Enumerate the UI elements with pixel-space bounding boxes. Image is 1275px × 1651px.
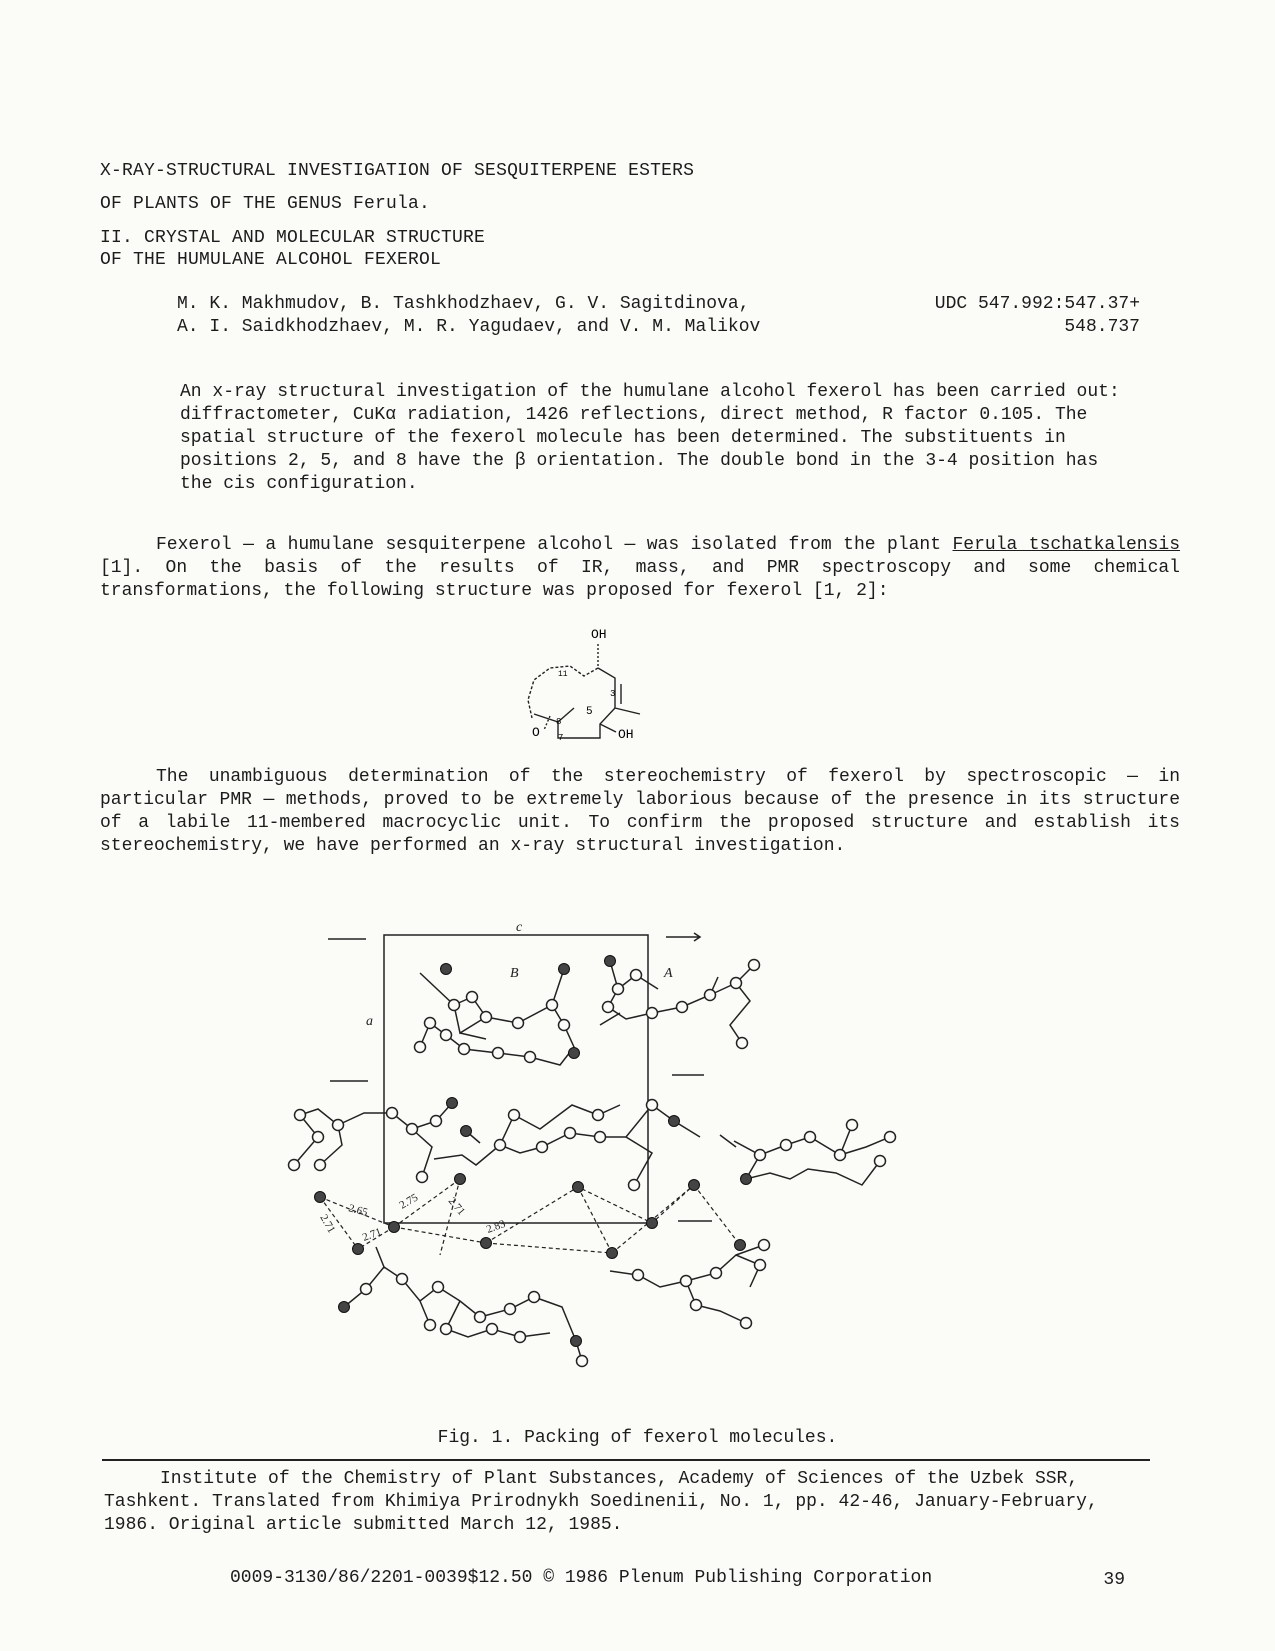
molecule-a-label: A [664,966,673,981]
article-subtitle-line-1: II. CRYSTAL AND MOLECULAR STRUCTURE [100,228,486,248]
molecule-b-label: B [510,966,519,981]
label-n11: 11 [558,670,568,679]
label-oh-top: OH [591,627,607,642]
copyright-line: 0009-3130/86/2201-0039$12.50 © 1986 Plenum Publishing Corporation [230,1568,933,1588]
intro-text-before: Fexerol — a humulane sesquiterpene alcohol — was isolated from the plant [156,535,953,555]
label-oh-right: OH [618,727,634,742]
label-n8: 8 [556,717,562,727]
figure-caption: Fig. 1. Packing of fexerol molecules. [437,1428,838,1448]
label-n5: 5 [586,706,593,718]
distance-label: 2.71 [445,1195,468,1218]
author-line-2: A. I. Saidkhodzhaev, M. R. Yagudaev, and V. M. Malikov [177,317,761,337]
distance-label: 2.75 [397,1191,421,1212]
page-number: 39 [1103,1570,1125,1590]
label-n7: 7 [558,733,564,743]
axis-a-label: a [366,1014,373,1029]
distance-label: 2.65 [347,1202,369,1219]
packing-figure [280,915,920,1420]
author-line-1: M. K. Makhmudov, B. Tashkhodzhaev, G. V. Sagitdinova, [177,294,750,314]
udc-line-2: 548.737 [1064,317,1140,337]
label-o-left: O [532,725,540,740]
distance-label: 2.71 [317,1212,338,1236]
axis-c-label: c [516,920,523,935]
abstract: An x-ray structural investigation of the humulane alcohol fexerol has been carried out: diffractometer, CuKα radiation, 1426 reflections, direct method, R factor 0.105. The spatial structure of the fexerol molecule has been determined. The substituents in positions 2, 5, and 8 have the β orientation. The double bond in the 3-4 position has the cis configuration. [180,382,1120,494]
intro-text-after: [1]. On the basis of the results of IR, mass, and PMR spectroscopy and some chemical transformations, the following structure was proposed for fexerol [1, 2]: [100,558,1180,601]
label-n3: 3 [610,689,616,699]
author-list [177,293,760,339]
body-paragraph-2: The unambiguous determination of the stereochemistry of fexerol by spectroscopic — in particular PMR — methods, proved to be extremely laborious because of the presence in its structure of a labile 11-membered macrocyclic unit. To confirm the proposed structure and establish its stereochemistry, we have performed an x-ray structural investigation. [100,767,1180,856]
footnote: Institute of the Chemistry of Plant Substances, Academy of Sciences of the Uzbek SSR, Tashkent. Translated from Khimiya Prirodnykh Soedinenii, No. 1, pp. 42-46, January-February, 1986. Original article submitted March 12, 1985. [104,1469,1098,1535]
article-subtitle-line-2: OF THE HUMULANE ALCOHOL FEXEROL [100,250,442,270]
article-title-line-2: OF PLANTS OF THE GENUS Ferula. [100,194,431,214]
distance-label: 2.83 [484,1217,508,1236]
fexerol-structure-diagram [520,618,660,748]
footnote-divider [102,1459,1150,1461]
intro-paragraph [100,534,1180,603]
udc-line-1: UDC 547.992:547.37+ [934,294,1140,314]
udc-code [935,293,1140,339]
species-name: Ferula tschatkalensis [952,535,1181,555]
article-title-line-1: X-RAY-STRUCTURAL INVESTIGATION OF SESQUITERPENE ESTERS [100,161,695,181]
distance-label: 2.71 [360,1225,384,1244]
